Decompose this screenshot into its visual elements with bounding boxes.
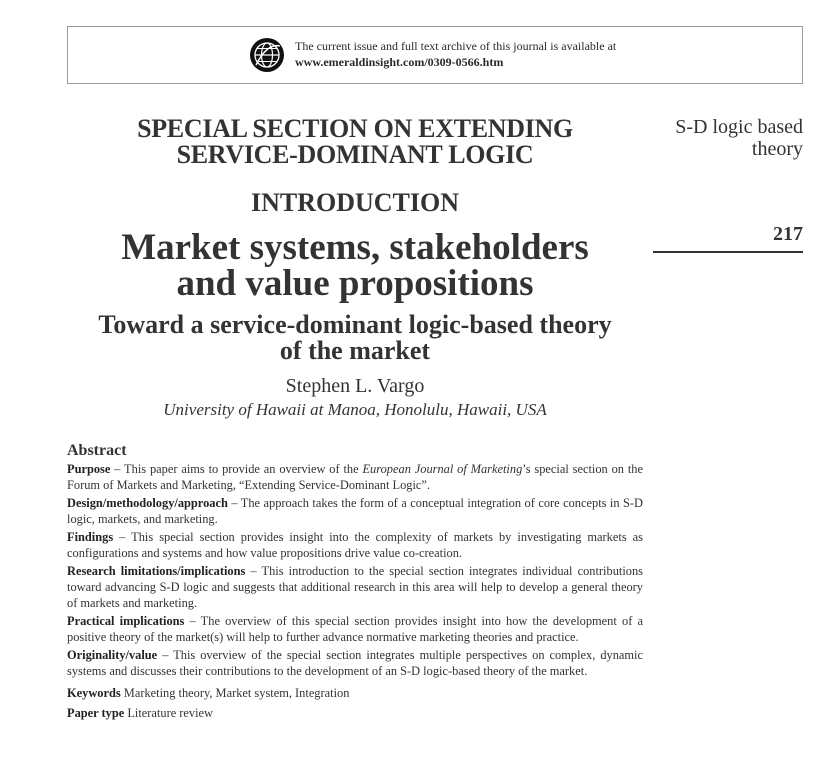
paper-title-line2: and value propositions bbox=[176, 263, 534, 304]
paper-subtitle-line1: Toward a service-dominant logic-based theory bbox=[98, 310, 612, 339]
abstract-practical bbox=[67, 613, 643, 645]
abstract-findings bbox=[67, 529, 643, 561]
page-number: 217 bbox=[773, 223, 803, 245]
running-head-line2: theory bbox=[751, 138, 803, 160]
originality-label: Originality/value bbox=[67, 648, 158, 662]
purpose-text-pre: – This paper aims to provide an overview of the bbox=[110, 462, 363, 476]
banner-notice: The current issue and full text archive of this journal is available at bbox=[295, 39, 617, 53]
keywords-text: Marketing theory, Market system, Integration bbox=[120, 686, 350, 700]
research-text: – This introduction to the special section integrates individual contributions toward advancing S-D logic and suggests that additional research in this area will help to develop a general theory of markets and marketing. bbox=[67, 564, 643, 610]
design-text: – The approach takes the form of a conceptual integration of core concepts in S-D logic, markets, and marketing. bbox=[67, 496, 643, 526]
introduction-heading: INTRODUCTION bbox=[250, 188, 460, 217]
keywords-label: Keywords bbox=[67, 686, 121, 700]
abstract-paper-type bbox=[67, 705, 643, 721]
research-label: Research limitations/implications bbox=[67, 564, 246, 578]
side-divider bbox=[653, 251, 803, 253]
banner-text bbox=[295, 38, 616, 70]
running-head-line1: S-D logic based bbox=[675, 116, 803, 138]
practical-label: Practical implications bbox=[67, 614, 185, 628]
banner-url-link[interactable]: www.emeraldinsight.com/0309-0566.htm bbox=[295, 55, 504, 69]
paper-subtitle-line2: of the market bbox=[279, 336, 431, 365]
purpose-text-post: ’s special section on the Forum of Markets and Marketing, “Extending Service-Dominant Logic”. bbox=[67, 462, 643, 492]
abstract-research bbox=[67, 563, 643, 611]
findings-label: Findings bbox=[67, 530, 114, 544]
design-label: Design/methodology/approach bbox=[67, 496, 228, 510]
section-title-line2: SERVICE-DOMINANT LOGIC bbox=[176, 140, 534, 169]
purpose-label: Purpose bbox=[67, 462, 111, 476]
journal-name: European Journal of Marketing bbox=[362, 462, 523, 476]
findings-text: – This special section provides insight into the complexity of markets by investigating markets as configurations and systems and how value propositions drive value co-creation. bbox=[67, 530, 643, 560]
abstract-purpose bbox=[67, 461, 643, 493]
section-title-line1: SPECIAL SECTION ON EXTENDING bbox=[137, 114, 573, 143]
practical-text: – The overview of this special section provides insight into how the development of a positive theory of the market(s) will help to further advance normative marketing theories and practice. bbox=[67, 614, 643, 644]
paper-title bbox=[67, 227, 643, 304]
paper-type-label: Paper type bbox=[67, 706, 125, 720]
paper-subtitle bbox=[67, 312, 643, 364]
running-head bbox=[653, 116, 803, 160]
special-section-title bbox=[67, 116, 643, 168]
journal-banner bbox=[67, 26, 803, 84]
originality-text: – This overview of the special section integrates multiple perspectives on complex, dynamic systems and discusses their contributions to the development of an S-D logic-based theory of the market. bbox=[67, 648, 643, 678]
paper-title-line1: Market systems, stakeholders bbox=[121, 227, 589, 268]
author-name: Stephen L. Vargo bbox=[285, 375, 425, 397]
abstract-design bbox=[67, 495, 643, 527]
globe-logo-icon bbox=[249, 37, 285, 73]
abstract-originality bbox=[67, 647, 643, 679]
abstract-keywords bbox=[67, 685, 643, 701]
paper-type-text: Literature review bbox=[124, 706, 213, 720]
abstract-body bbox=[67, 461, 643, 723]
author-affiliation: University of Hawaii at Manoa, Honolulu, Hawaii, USA bbox=[163, 400, 547, 419]
abstract-heading: Abstract bbox=[67, 442, 127, 459]
